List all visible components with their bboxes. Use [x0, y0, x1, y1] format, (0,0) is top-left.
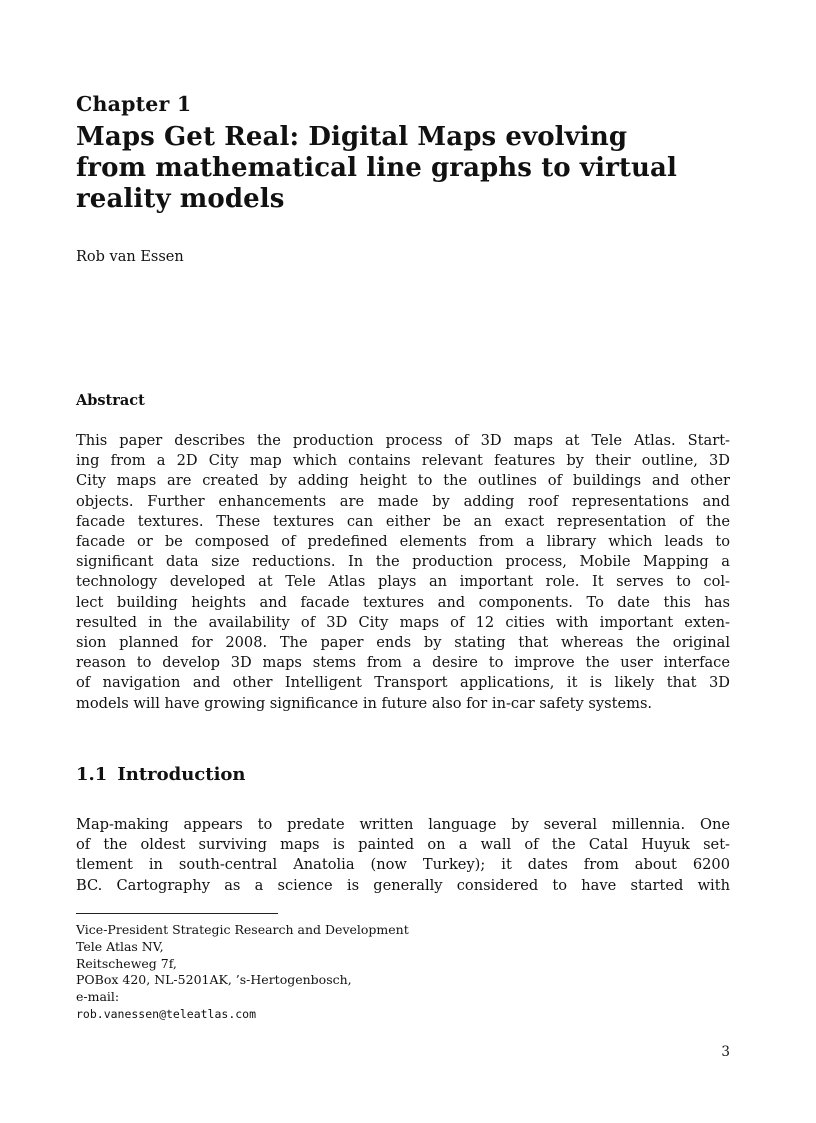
- abstract-body: [76, 431, 730, 714]
- abstract-heading: Abstract: [76, 392, 145, 409]
- footnote-line: Reitscheweg 7f,: [76, 955, 177, 971]
- footnote-line: POBox 420, NL-5201AK, ’s-Hertogenbosch,: [76, 972, 352, 988]
- intro-line: of the oldest surviving maps is painted on a wall of the Catal Huyuk set-: [76, 836, 730, 854]
- chapter-title: [76, 122, 730, 215]
- title-line: from mathematical line graphs to virtual: [76, 153, 677, 183]
- abstract-line: significant data size reductions. In the production process, Mobile Mapping a: [76, 553, 730, 571]
- intro-line: tlement in south-central Anatolia (now Turkey); it dates from about 6200: [76, 856, 730, 874]
- title-line: reality models: [76, 184, 285, 214]
- abstract-line: of navigation and other Intelligent Transport applications, it is likely that 3D: [76, 674, 730, 692]
- abstract-line: models will have growing significance in future also for in-car safety systems.: [76, 694, 653, 712]
- introduction-body: [76, 815, 730, 896]
- title-line: Maps Get Real: Digital Maps evolving: [76, 122, 628, 152]
- abstract-line: lect building heights and facade textures and components. To date this has: [76, 593, 730, 611]
- abstract-line: City maps are created by adding height to the outlines of buildings and other: [76, 472, 730, 490]
- intro-line: BC. Cartography as a science is generally considered to have started with: [76, 876, 730, 894]
- email-address: rob.vanessen@teleatlas.com: [76, 1006, 257, 1021]
- author-name: Rob van Essen: [76, 249, 184, 265]
- abstract-line: facade textures. These textures can either be an exact representation of the: [76, 512, 730, 530]
- email-label: e-mail:: [76, 989, 120, 1005]
- abstract-line: ing from a 2D City map which contains relevant features by their outline, 3D: [76, 452, 730, 470]
- abstract-line: facade or be composed of predefined elements from a library which leads to: [76, 533, 730, 551]
- chapter-label: Chapter 1: [76, 92, 192, 116]
- abstract-line: resulted in the availability of 3D City maps of 12 cities with important exten-: [76, 613, 730, 631]
- intro-line: Map-making appears to predate written language by several millennia. One: [76, 816, 730, 833]
- abstract-line: reason to develop 3D maps stems from a desire to improve the user interface: [76, 654, 730, 672]
- abstract-line: technology developed at Tele Atlas plays an important role. It serves to col-: [76, 573, 730, 591]
- section-title: Introduction: [117, 764, 246, 785]
- footnote-email-line: [76, 989, 409, 1023]
- abstract-line: sion planned for 2008. The paper ends by stating that whereas the original: [76, 634, 730, 652]
- abstract-line: objects. Further enhancements are made by adding roof representations and: [76, 492, 730, 510]
- footnote-line: Tele Atlas NV,: [76, 938, 164, 954]
- footnote-line: Vice-President Strategic Research and Development: [76, 922, 409, 937]
- section-number: 1.1: [76, 764, 108, 785]
- abstract-line: This paper describes the production process of 3D maps at Tele Atlas. Start-: [76, 432, 730, 449]
- section-heading: [76, 764, 246, 785]
- page-number: 3: [721, 1044, 730, 1060]
- footnote: [76, 922, 409, 1023]
- footnote-rule: [76, 913, 278, 914]
